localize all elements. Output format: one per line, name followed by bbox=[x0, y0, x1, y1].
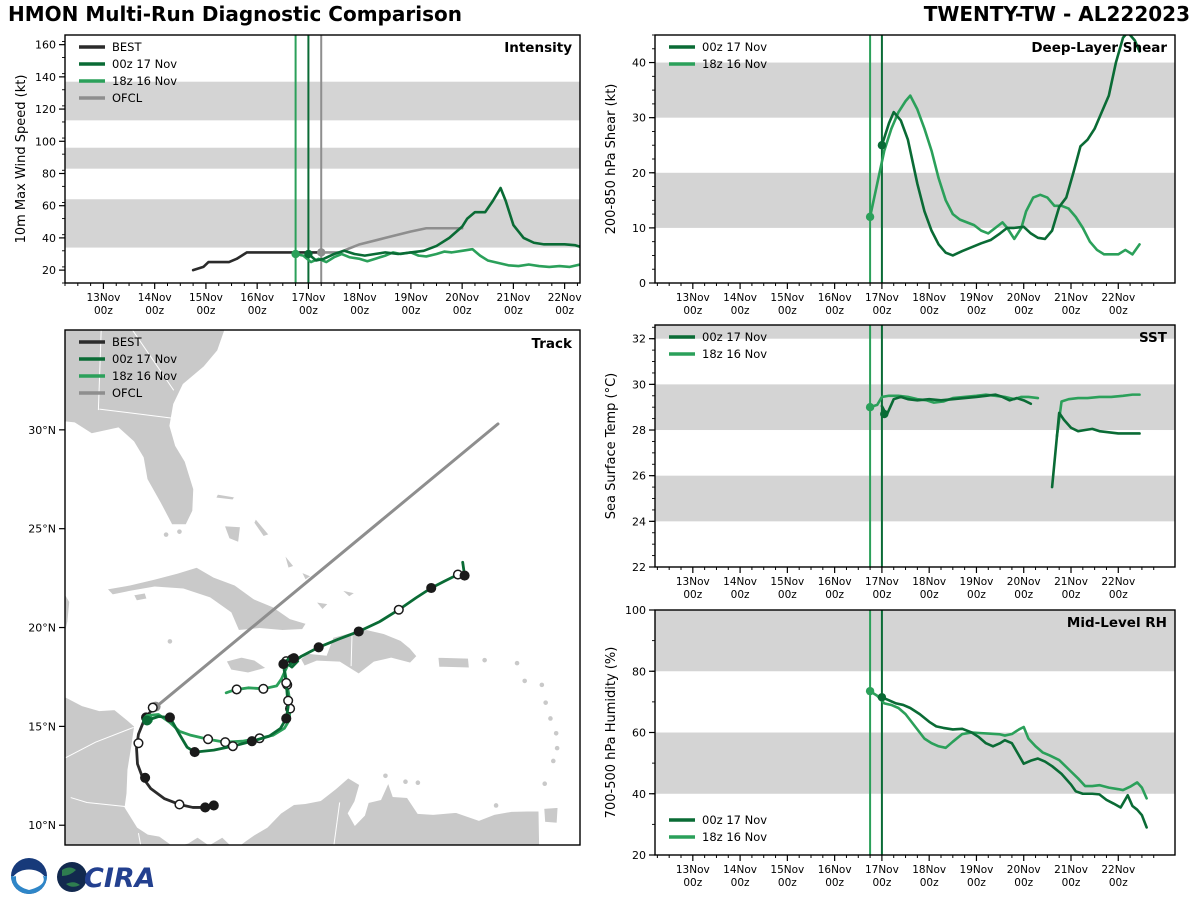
figure-header bbox=[8, 2, 1190, 26]
map-lat-label: 30°N bbox=[28, 423, 56, 437]
svg-text:00z: 00z bbox=[967, 305, 986, 317]
svg-text:100: 100 bbox=[35, 135, 56, 149]
svg-text:13Nov: 13Nov bbox=[675, 864, 710, 876]
svg-text:00z: 00z bbox=[298, 305, 318, 317]
svg-text:20Nov: 20Nov bbox=[1006, 292, 1041, 304]
svg-text:17Nov: 17Nov bbox=[864, 576, 899, 588]
intensity-ylabel: 10m Max Wind Speed (kt) bbox=[14, 74, 29, 244]
map-island bbox=[515, 661, 520, 666]
intensity-legend-label: OFCL bbox=[112, 91, 143, 105]
rh-title: Mid-Level RH bbox=[1066, 615, 1167, 631]
map-lat-label: 20°N bbox=[28, 621, 56, 635]
svg-text:19Nov: 19Nov bbox=[959, 576, 994, 588]
svg-text:10: 10 bbox=[632, 221, 646, 235]
map-island bbox=[482, 658, 487, 663]
svg-text:00z: 00z bbox=[919, 877, 939, 889]
svg-text:21Nov: 21Nov bbox=[1054, 576, 1088, 588]
map-island bbox=[555, 746, 560, 751]
svg-text:60: 60 bbox=[632, 726, 646, 740]
shear-panel bbox=[604, 32, 1175, 317]
map-island bbox=[540, 683, 545, 688]
svg-text:00z: 00z bbox=[919, 305, 939, 317]
svg-text:14Nov: 14Nov bbox=[723, 864, 758, 876]
track-point-marker bbox=[354, 627, 363, 636]
track-point-marker bbox=[279, 660, 288, 669]
track-point-marker bbox=[282, 714, 291, 723]
rh-init-marker bbox=[878, 693, 886, 701]
svg-text:26: 26 bbox=[632, 469, 646, 483]
intensity-band bbox=[65, 148, 580, 169]
svg-text:00z: 00z bbox=[247, 305, 267, 317]
map-lat-label: 25°N bbox=[28, 522, 56, 536]
track-point-marker bbox=[232, 685, 241, 694]
map-land bbox=[342, 590, 355, 597]
svg-text:160: 160 bbox=[35, 38, 56, 52]
rh-legend-label: 18z 16 Nov bbox=[702, 830, 768, 844]
svg-text:30: 30 bbox=[632, 111, 646, 125]
track-point-marker bbox=[290, 654, 299, 663]
map-island bbox=[403, 779, 408, 784]
svg-text:21Nov: 21Nov bbox=[496, 292, 531, 304]
svg-text:22Nov: 22Nov bbox=[1101, 576, 1136, 588]
track-point-marker bbox=[209, 801, 218, 810]
svg-text:00z: 00z bbox=[350, 305, 370, 317]
map-track-ofcl bbox=[151, 424, 498, 712]
svg-text:00z: 00z bbox=[1061, 589, 1081, 601]
svg-text:00z: 00z bbox=[825, 877, 845, 889]
svg-text:120: 120 bbox=[35, 103, 56, 117]
svg-text:00z: 00z bbox=[196, 305, 216, 317]
svg-text:19Nov: 19Nov bbox=[959, 864, 994, 876]
svg-text:17Nov: 17Nov bbox=[864, 292, 899, 304]
map-lat-label: 10°N bbox=[28, 819, 56, 833]
intensity-legend-label: 18z 16 Nov bbox=[112, 74, 178, 88]
map-island bbox=[522, 679, 527, 684]
svg-text:00z: 00z bbox=[872, 589, 892, 601]
svg-text:60: 60 bbox=[42, 199, 56, 213]
svg-text:00z: 00z bbox=[777, 589, 797, 601]
svg-text:00z: 00z bbox=[1014, 305, 1034, 317]
map-land bbox=[226, 657, 266, 673]
sst-band bbox=[655, 476, 1175, 522]
svg-text:00z: 00z bbox=[1014, 877, 1034, 889]
svg-text:00z: 00z bbox=[1014, 589, 1034, 601]
map-island bbox=[548, 716, 553, 721]
map-land bbox=[438, 657, 469, 668]
map-island bbox=[164, 532, 169, 537]
map-land bbox=[254, 519, 269, 537]
map-legend-label: 18z 16 Nov bbox=[112, 369, 178, 383]
track-point-marker bbox=[166, 713, 175, 722]
svg-text:00z: 00z bbox=[825, 305, 845, 317]
figure-title-left: HMON Multi-Run Diagnostic Comparison bbox=[8, 2, 462, 26]
map-land bbox=[134, 593, 147, 601]
map-land bbox=[284, 554, 294, 568]
intensity-legend-label: 00z 17 Nov bbox=[112, 57, 178, 71]
map-island bbox=[543, 700, 548, 705]
track-point-marker bbox=[314, 643, 323, 652]
svg-text:14Nov: 14Nov bbox=[723, 292, 758, 304]
map-land bbox=[216, 494, 235, 500]
cira-logo bbox=[54, 856, 162, 896]
svg-text:00z: 00z bbox=[872, 877, 892, 889]
map-island bbox=[168, 639, 173, 644]
map-land bbox=[224, 526, 240, 543]
svg-text:00z: 00z bbox=[872, 305, 892, 317]
svg-text:17Nov: 17Nov bbox=[291, 292, 326, 304]
svg-text:18Nov: 18Nov bbox=[342, 292, 377, 304]
track-point-marker bbox=[141, 773, 150, 782]
track-init-marker bbox=[142, 715, 152, 725]
map-land bbox=[316, 602, 328, 610]
map-title: Track bbox=[531, 336, 572, 352]
track-point-marker bbox=[248, 737, 257, 746]
svg-text:00z: 00z bbox=[1061, 305, 1081, 317]
svg-text:14Nov: 14Nov bbox=[137, 292, 172, 304]
svg-text:24: 24 bbox=[632, 515, 646, 529]
svg-text:80: 80 bbox=[632, 665, 646, 679]
svg-text:20: 20 bbox=[42, 264, 56, 278]
shear-title: Deep-Layer Shear bbox=[1031, 40, 1167, 56]
map-island bbox=[554, 731, 559, 736]
svg-text:00z: 00z bbox=[1108, 877, 1128, 889]
svg-text:28: 28 bbox=[632, 424, 646, 438]
sst-init-marker bbox=[866, 403, 874, 411]
svg-text:00z: 00z bbox=[555, 305, 575, 317]
svg-text:00z: 00z bbox=[145, 305, 165, 317]
svg-text:0: 0 bbox=[639, 277, 646, 290]
svg-text:15Nov: 15Nov bbox=[188, 292, 223, 304]
intensity-legend-label: BEST bbox=[112, 40, 142, 54]
shear-init-marker bbox=[866, 213, 874, 221]
track-point-marker bbox=[148, 703, 157, 712]
svg-text:19Nov: 19Nov bbox=[393, 292, 428, 304]
svg-text:00z: 00z bbox=[1108, 589, 1128, 601]
noaa-logo-icon bbox=[10, 857, 48, 895]
svg-text:00z: 00z bbox=[730, 305, 750, 317]
svg-text:13Nov: 13Nov bbox=[675, 576, 710, 588]
track-point-marker bbox=[282, 679, 291, 688]
svg-text:00z: 00z bbox=[730, 877, 750, 889]
cira-globe-icon bbox=[57, 862, 87, 892]
svg-text:00z: 00z bbox=[401, 305, 421, 317]
svg-text:15Nov: 15Nov bbox=[770, 864, 805, 876]
map-legend-label: OFCL bbox=[112, 386, 143, 400]
svg-text:00z: 00z bbox=[683, 877, 703, 889]
svg-text:00z: 00z bbox=[825, 589, 845, 601]
map-island bbox=[494, 803, 499, 808]
svg-text:00z: 00z bbox=[503, 305, 523, 317]
intensity-band bbox=[65, 199, 580, 247]
svg-text:22Nov: 22Nov bbox=[1101, 864, 1136, 876]
shear-legend-label: 00z 17 Nov bbox=[702, 40, 768, 54]
svg-text:13Nov: 13Nov bbox=[675, 292, 710, 304]
svg-text:00z: 00z bbox=[93, 305, 113, 317]
svg-text:15Nov: 15Nov bbox=[770, 292, 805, 304]
track-point-marker bbox=[284, 696, 293, 705]
intensity-init-marker bbox=[317, 248, 325, 256]
cira-logo-text: CIRA bbox=[84, 863, 156, 894]
svg-text:18Nov: 18Nov bbox=[912, 292, 947, 304]
track-point-marker bbox=[427, 584, 436, 593]
map-island bbox=[542, 781, 547, 786]
track-point-marker bbox=[259, 685, 268, 694]
rh-legend-label: 00z 17 Nov bbox=[702, 813, 768, 827]
shear-band bbox=[655, 173, 1175, 228]
map-legend-label: BEST bbox=[112, 335, 142, 349]
map-land bbox=[235, 778, 540, 865]
svg-text:21Nov: 21Nov bbox=[1054, 292, 1088, 304]
sst-init-marker bbox=[880, 410, 888, 418]
svg-text:13Nov: 13Nov bbox=[86, 292, 121, 304]
svg-text:20Nov: 20Nov bbox=[1006, 864, 1041, 876]
sst-frame bbox=[655, 325, 1175, 567]
svg-text:17Nov: 17Nov bbox=[864, 864, 899, 876]
svg-text:20: 20 bbox=[632, 166, 646, 180]
map-island bbox=[551, 759, 556, 764]
svg-text:14Nov: 14Nov bbox=[723, 576, 758, 588]
shear-legend-label: 18z 16 Nov bbox=[702, 57, 768, 71]
svg-text:30: 30 bbox=[632, 378, 646, 392]
rh-init-marker bbox=[866, 687, 874, 695]
svg-text:00z: 00z bbox=[777, 305, 797, 317]
track-point-marker bbox=[190, 748, 199, 757]
track-point-marker bbox=[204, 735, 213, 744]
svg-text:16Nov: 16Nov bbox=[240, 292, 275, 304]
map-land bbox=[65, 594, 70, 634]
intensity-init-marker bbox=[304, 250, 312, 258]
map-lat-label: 15°N bbox=[28, 720, 56, 734]
track-map-panel bbox=[28, 329, 580, 865]
svg-text:00z: 00z bbox=[730, 589, 750, 601]
svg-text:20: 20 bbox=[632, 849, 646, 862]
svg-text:22Nov: 22Nov bbox=[547, 292, 582, 304]
map-land bbox=[544, 807, 558, 823]
svg-text:40: 40 bbox=[42, 231, 56, 245]
svg-text:18Nov: 18Nov bbox=[912, 576, 947, 588]
track-point-marker bbox=[460, 571, 469, 580]
svg-text:16Nov: 16Nov bbox=[817, 292, 852, 304]
track-point-marker bbox=[175, 800, 184, 809]
map-island bbox=[177, 529, 182, 534]
svg-text:100: 100 bbox=[625, 604, 646, 617]
svg-text:19Nov: 19Nov bbox=[959, 292, 994, 304]
track-point-marker bbox=[134, 739, 143, 748]
svg-text:00z: 00z bbox=[919, 589, 939, 601]
svg-text:00z: 00z bbox=[967, 877, 986, 889]
svg-text:15Nov: 15Nov bbox=[770, 576, 805, 588]
svg-text:22Nov: 22Nov bbox=[1101, 292, 1136, 304]
sst-band bbox=[655, 384, 1175, 430]
svg-text:140: 140 bbox=[35, 70, 56, 84]
track-point-marker bbox=[229, 742, 238, 751]
sst-title: SST bbox=[1138, 330, 1167, 346]
svg-text:20Nov: 20Nov bbox=[1006, 576, 1041, 588]
logo-row bbox=[10, 856, 162, 896]
svg-text:00z: 00z bbox=[1061, 877, 1081, 889]
svg-text:00z: 00z bbox=[452, 305, 472, 317]
svg-text:22: 22 bbox=[632, 561, 646, 574]
rh-ylabel: 700-500 hPa Humidity (%) bbox=[604, 646, 619, 819]
svg-text:32: 32 bbox=[632, 332, 646, 346]
svg-text:16Nov: 16Nov bbox=[817, 576, 852, 588]
figure-title-right: TWENTY-TW - AL222023 bbox=[923, 2, 1190, 26]
svg-text:00z: 00z bbox=[967, 589, 986, 601]
svg-text:16Nov: 16Nov bbox=[817, 864, 852, 876]
intensity-init-marker bbox=[291, 250, 299, 258]
sst-panel bbox=[604, 325, 1175, 601]
svg-text:00z: 00z bbox=[1108, 305, 1128, 317]
shear-init-marker bbox=[878, 141, 886, 149]
rh-panel bbox=[604, 604, 1175, 889]
intensity-title: Intensity bbox=[504, 40, 572, 56]
svg-text:00z: 00z bbox=[777, 877, 797, 889]
map-island bbox=[383, 774, 388, 779]
track-point-marker bbox=[201, 803, 210, 812]
shear-ylabel: 200-850 hPa Shear (kt) bbox=[604, 83, 619, 235]
map-legend-label: 00z 17 Nov bbox=[112, 352, 178, 366]
sst-legend-label: 18z 16 Nov bbox=[702, 347, 768, 361]
svg-text:00z: 00z bbox=[683, 589, 703, 601]
track-point-marker bbox=[394, 605, 403, 614]
map-island bbox=[416, 780, 421, 785]
sst-ylabel: Sea Surface Temp (°C) bbox=[604, 372, 619, 520]
svg-text:20Nov: 20Nov bbox=[445, 292, 480, 304]
svg-text:00z: 00z bbox=[683, 305, 703, 317]
svg-text:18Nov: 18Nov bbox=[912, 864, 947, 876]
svg-text:80: 80 bbox=[42, 167, 56, 181]
intensity-panel bbox=[14, 35, 588, 317]
svg-text:40: 40 bbox=[632, 787, 646, 801]
sst-legend-label: 00z 17 Nov bbox=[702, 330, 768, 344]
svg-text:40: 40 bbox=[632, 56, 646, 70]
svg-text:21Nov: 21Nov bbox=[1054, 864, 1088, 876]
